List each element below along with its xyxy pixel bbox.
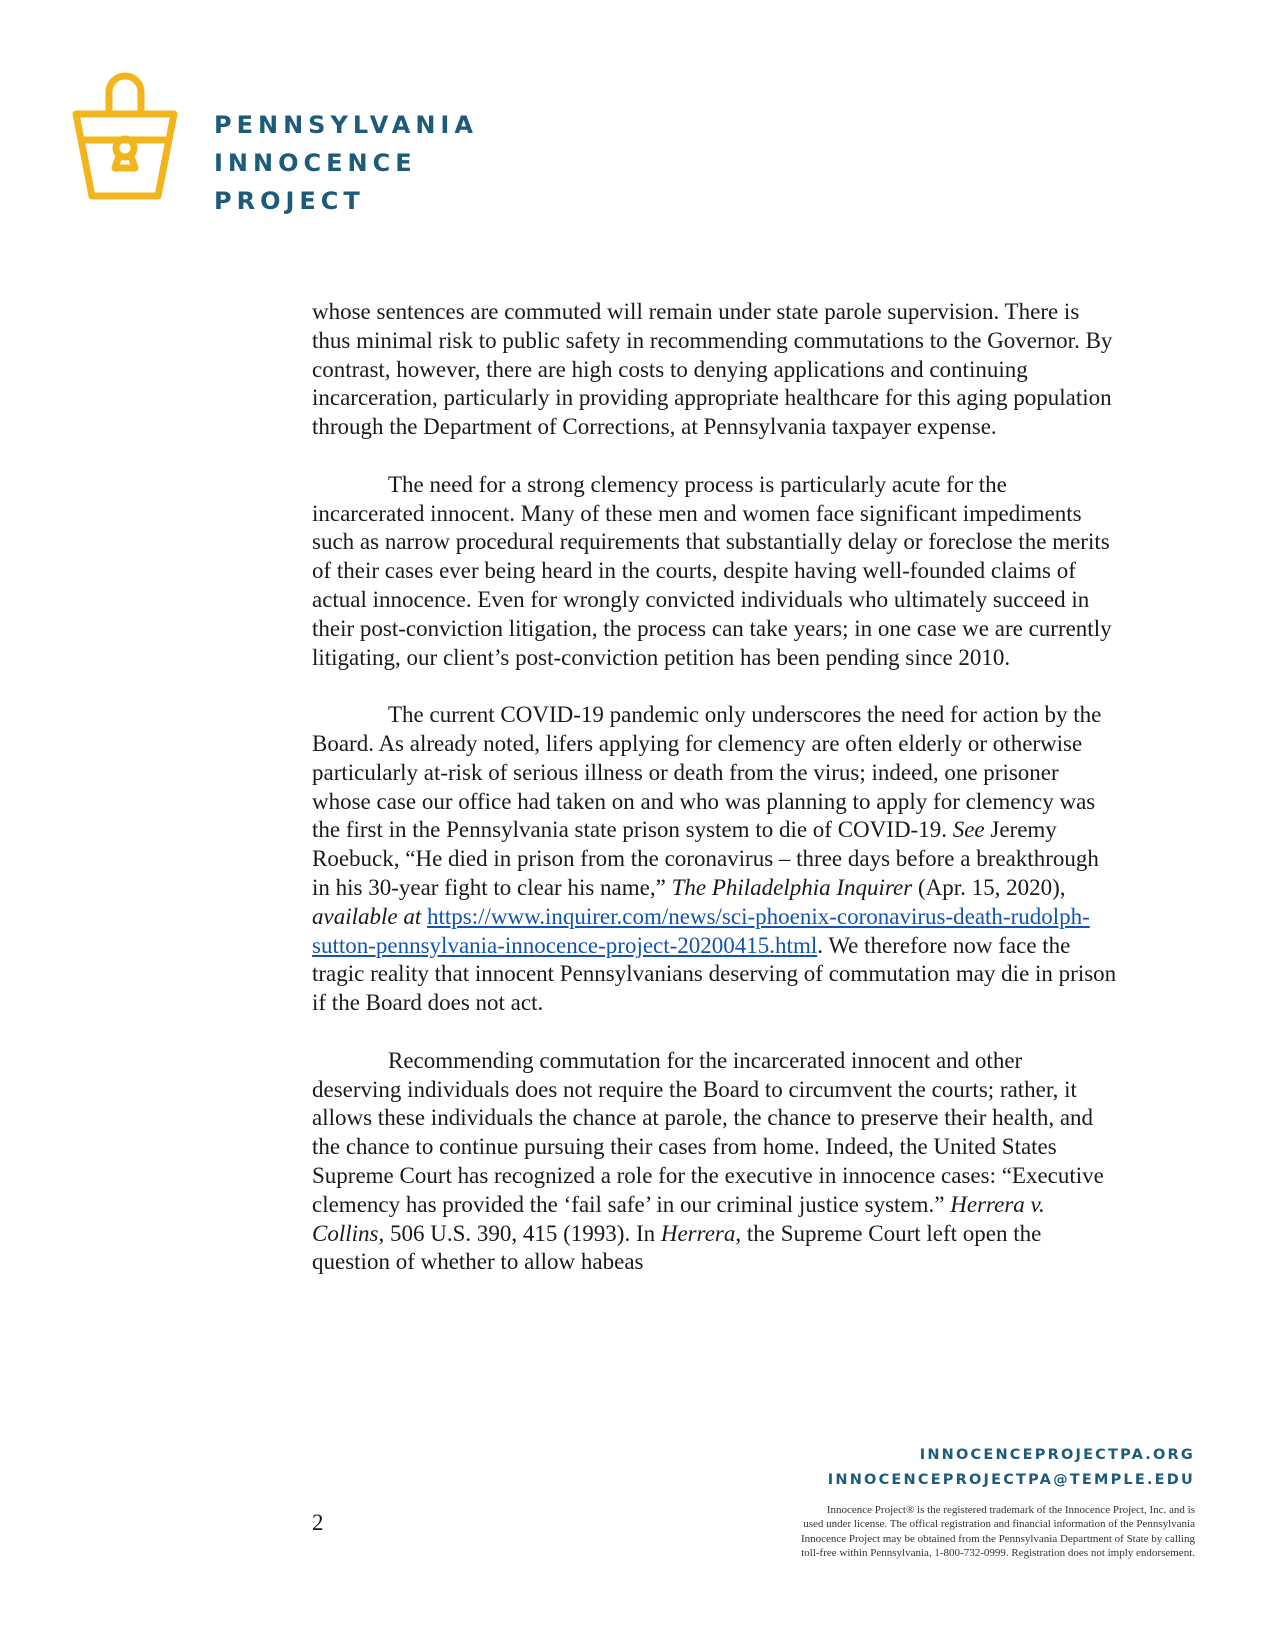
disclaimer-line-1: Innocence Project® is the registered trademark of the Innocence Project, Inc. and is bbox=[826, 1504, 1195, 1516]
footer-disclaimer bbox=[725, 1503, 1195, 1561]
letter-body bbox=[312, 298, 1117, 1306]
available-at-label: available at bbox=[312, 903, 422, 929]
paragraph-2: The need for a strong clemency process is particularly acute for the incarcerated innocent. Many of these men and women face significant impediments such as narrow procedural requirements that substantially delay or foreclose the merits of their cases ever being heard in the courts, despite having well-founded claims of actual innocence. Even for wrongly convicted individuals who ultimately succeed in their post-conviction litigation, the process can take years; in one case we are currently litigating, our client’s post-conviction petition has been pending since 2010. bbox=[312, 471, 1112, 670]
logo-wordmark bbox=[214, 106, 478, 220]
case-name-herrera: Herrera bbox=[660, 1220, 736, 1246]
logo-line-2: INNOCENCE bbox=[214, 149, 417, 177]
case-citation-herrera-v-collins: Herrera v. Collins bbox=[312, 1191, 1045, 1246]
paragraph-3-text-e: . We therefore now face the tragic reality that innocent Pennsylvanians deserving of commutation may die in prison if the Board does not act. bbox=[312, 932, 1117, 1016]
footer-email: INNOCENCEPROJECTPA@TEMPLE.EDU bbox=[827, 1472, 1195, 1488]
padlock-keyhole-icon bbox=[72, 70, 178, 202]
logo-line-1: PENNSYLVANIA bbox=[214, 111, 478, 139]
page-number: 2 bbox=[312, 1510, 324, 1535]
paragraph-4-text-a: Recommending commutation for the incarcerated innocent and other deserving individuals does not require the Board to circumvent the courts; rather, it allows these individuals the chance at parole, the chance to preserve their health, and the chance to continue pursuing their cases from home. Indeed, the United States Supreme Court has recognized a role for the executive in innocence cases: “Executive clemency has provided the ‘fail safe’ in our criminal justice system.” bbox=[312, 1047, 1104, 1217]
publication-name: The Philadelphia Inquirer bbox=[671, 874, 913, 900]
footer-contact bbox=[828, 1443, 1195, 1493]
disclaimer-line-2: used under license. The offical registration and financial information of the Pennsylvania bbox=[803, 1518, 1195, 1531]
paragraph-4-text-c: , the Supreme Court left open the question of whether to allow habeas bbox=[312, 1220, 1042, 1275]
paragraph-1: whose sentences are commuted will remain under state parole supervision. There is thus minimal risk to public safety in recommending commutations to the Governor. By contrast, however, there are high costs to denying applications and continuing incarceration, particularly in providing appropriate healthcare for this aging population through the Department of Corrections, at Pennsylvania taxpayer expense. bbox=[312, 299, 1113, 440]
paragraph-3-text-a: The current COVID-19 pandemic only underscores the need for action by the Board. As already noted, lifers applying for clemency are often elderly or otherwise particularly at-risk of serious illness or death from the virus; indeed, one prisoner whose case our office had taken on and who was planning to apply for clemency was the first in the Pennsylvania state prison system to die of COVID-19. bbox=[312, 702, 1102, 843]
paragraph-4-text-b: , 506 U.S. 390, 415 (1993). In bbox=[378, 1220, 661, 1246]
organization-logo bbox=[72, 70, 542, 215]
logo-line-3: PROJECT bbox=[214, 187, 365, 215]
paragraph-3-text-b: Jeremy Roebuck, “He died in prison from the coronavirus – three days before a breakthrough in his 30-year fight to clear his name,” bbox=[312, 817, 1099, 900]
paragraph-3 bbox=[312, 701, 1117, 1018]
disclaimer-line-3: Innocence Project may be obtained from the Pennsylvania Department of State by calling bbox=[800, 1532, 1195, 1545]
footer-website: INNOCENCEPROJECTPA.ORG bbox=[919, 1447, 1195, 1463]
article-link[interactable]: https://www.inquirer.com/news/sci-phoenix-coronavirus-death-rudolph-sutton-pennsylvania-innocence-project-20200415.html bbox=[312, 903, 1090, 958]
citation-signal-see: See bbox=[952, 817, 985, 843]
paragraph-3-text-c: (Apr. 15, 2020), bbox=[912, 874, 1066, 900]
disclaimer-line-4: toll-free within Pennsylvania, 1-800-732-0999. Registration does not imply endorsement. bbox=[801, 1547, 1195, 1560]
paragraph-4 bbox=[312, 1047, 1117, 1277]
